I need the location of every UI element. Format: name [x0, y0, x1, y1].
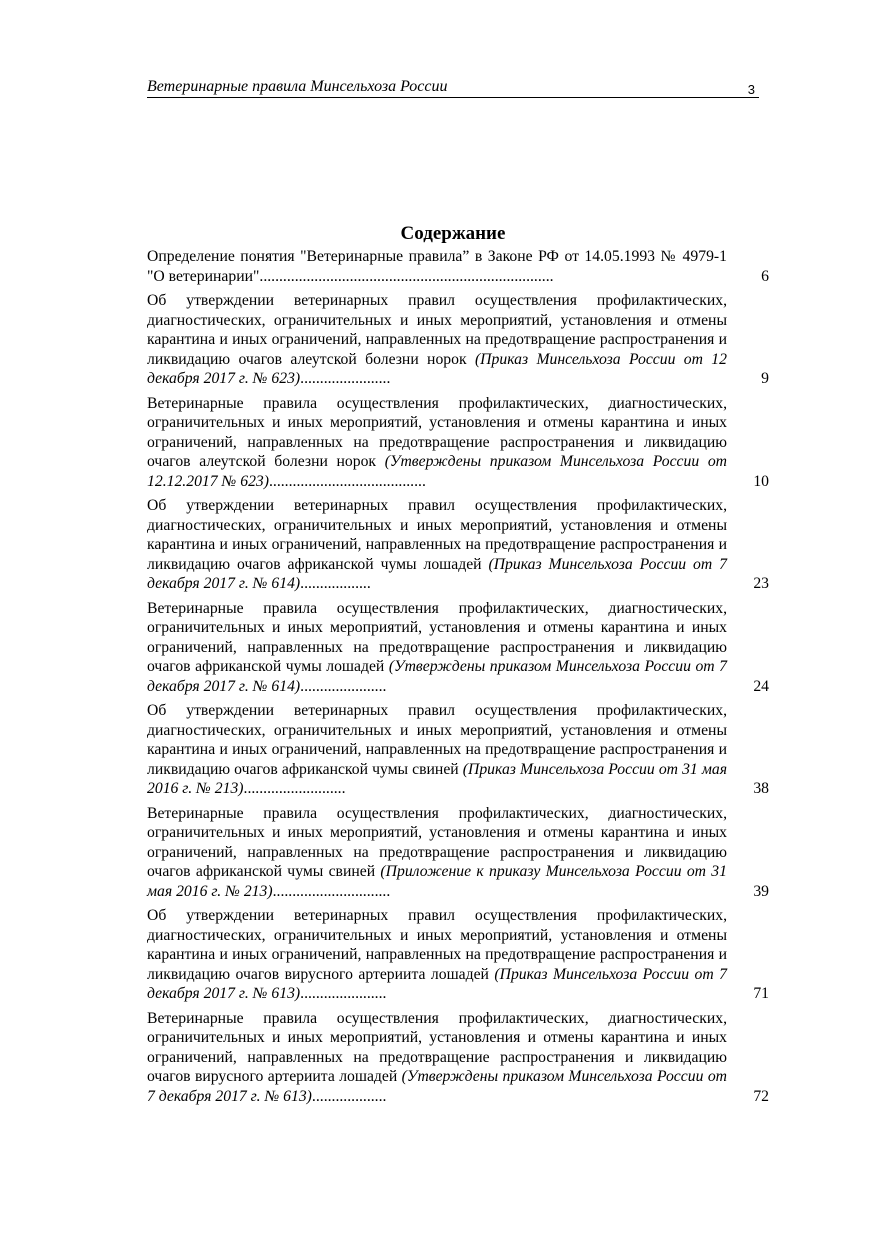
toc-entry[interactable] — [147, 394, 769, 492]
toc-entry[interactable] — [147, 804, 769, 902]
toc-entry-page: 23 — [753, 575, 769, 592]
toc-title: Содержание — [400, 223, 506, 244]
toc-entry-title: Ветеринарные правила осуществления профилактических, диагностических, ограничительных и иных мероприятий, установления и отмены карантина и иных ограничений, направленных на предотвращение распространения и ликвидацию очагов африканской чумы свиней (Приложение к приказу Минсельхоза России от 31 мая 2016 г. № 213).............................. — [147, 804, 727, 900]
toc-entry[interactable] — [147, 599, 769, 697]
toc-entry-page: 24 — [753, 677, 769, 695]
toc-entry[interactable] — [147, 1009, 769, 1107]
toc-entry-title: Ветеринарные правила осуществления профилактических, диагностических, ограничительных и иных мероприятий, установления и отмены карантина и иных ограничений, направленных на предотвращение распространения и ликвидацию очагов алеутской болезни норок (Утверждены приказом Минсельхоза России от 12.12.2017 № 623)........................................ — [147, 394, 727, 490]
running-header — [147, 77, 759, 98]
toc-entry-title: Об утверждении ветеринарных правил осуществления профилактических, диагностических, ограничительных и иных мероприятий, установления и отмены карантина и иных ограничений, направленных на предотвращение распространения и ликвидацию очагов африканской чумы лошадей (Приказ Минсельхоза России от 7 декабря 2017 г. № 614).................. — [147, 497, 727, 592]
toc-entry-page: 72 — [753, 1087, 769, 1105]
toc-entry-page: 71 — [753, 985, 769, 1002]
toc-entry-page: 38 — [753, 780, 769, 797]
toc-entry[interactable] — [147, 291, 769, 389]
toc-entry-title: Об утверждении ветеринарных правил осуществления профилактических, диагностических, ограничительных и иных мероприятий, установления и отмены карантина и иных ограничений, направленных на предотвращение распространения и ликвидацию очагов алеутской болезни норок (Приказ Минсельхоза России от 12 декабря 2017 г. № 623)....................... — [147, 292, 727, 387]
toc-entry-page: 9 — [761, 370, 769, 387]
running-header-title: Ветеринарные правила Минсельхоза России — [147, 78, 448, 95]
toc-entry-title: Ветеринарные правила осуществления профилактических, диагностических, ограничительных и иных мероприятий, установления и отмены карантина и иных ограничений, направленных на предотвращение распространения и ликвидацию очагов вирусного артериита лошадей (Утверждены приказом Минсельхоза России от 7 декабря 2017 г. № 613)................... — [147, 1009, 727, 1105]
toc-entry[interactable] — [147, 496, 769, 594]
toc-entry-title: Об утверждении ветеринарных правил осуществления профилактических, диагностических, ограничительных и иных мероприятий, установления и отмены карантина и иных ограничений, направленных на предотвращение распространения и ликвидацию очагов вирусного артериита лошадей (Приказ Минсельхоза России от 7 декабря 2017 г. № 613)...................... — [147, 907, 727, 1002]
toc-entry-page: 6 — [761, 267, 769, 285]
page-number: 3 — [747, 82, 755, 97]
toc-entry[interactable] — [147, 701, 769, 799]
toc-entry-page: 10 — [753, 472, 769, 490]
toc-entry-title: Определение понятия "Ветеринарные правила” в Законе РФ от 14.05.1993 № 4979-1 "О ветеринарии"........................................................................... — [147, 248, 727, 285]
toc-entry-page: 39 — [753, 882, 769, 900]
table-of-contents — [147, 247, 769, 1111]
toc-entry-title: Об утверждении ветеринарных правил осуществления профилактических, диагностических, ограничительных и иных мероприятий, установления и отмены карантина и иных ограничений, направленных на предотвращение распространения и ликвидацию очагов африканской чумы свиней (Приказ Минсельхоза России от 31 мая 2016 г. № 213).......................... — [147, 702, 727, 797]
toc-entry[interactable] — [147, 247, 769, 286]
toc-entry-title: Ветеринарные правила осуществления профилактических, диагностических, ограничительных и иных мероприятий, установления и отмены карантина и иных ограничений, направленных на предотвращение распространения и ликвидацию очагов африканской чумы лошадей (Утверждены приказом Минсельхоза России от 7 декабря 2017 г. № 614)...................... — [147, 599, 727, 695]
toc-entry[interactable] — [147, 906, 769, 1004]
